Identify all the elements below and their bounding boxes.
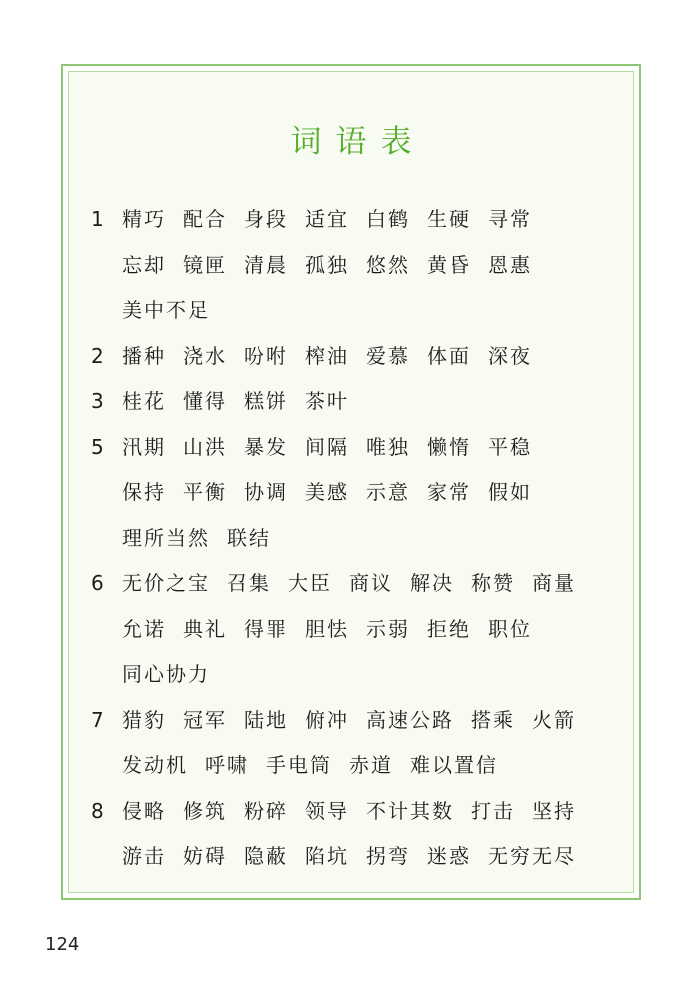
word-line (122, 207, 549, 231)
lesson-number: 6 (91, 571, 104, 595)
vocabulary-word: 打击 (471, 798, 515, 823)
vocabulary-word: 暴发 (244, 434, 288, 459)
vocabulary-word: 坚持 (532, 798, 576, 823)
vocabulary-word: 配合 (183, 207, 227, 231)
word-line (122, 253, 549, 277)
word-line (122, 571, 593, 595)
vocabulary-word: 无穷无尽 (488, 844, 576, 868)
word-line (122, 753, 515, 777)
vocabulary-panel (68, 71, 634, 893)
vocabulary-word: 手电筒 (266, 753, 332, 777)
word-line (122, 844, 593, 868)
vocabulary-frame (61, 64, 641, 900)
vocabulary-word: 修筑 (183, 798, 227, 823)
vocabulary-word: 陷坑 (305, 844, 349, 868)
vocabulary-word: 山洪 (183, 434, 227, 459)
vocabulary-word: 胆怯 (305, 616, 349, 641)
vocabulary-word: 领导 (305, 798, 349, 823)
vocabulary-word: 镜匣 (183, 252, 227, 277)
lesson-number: 8 (91, 798, 104, 823)
vocabulary-word: 清晨 (244, 252, 288, 277)
vocabulary-word: 称赞 (471, 571, 515, 595)
vocabulary-word: 生硬 (427, 207, 471, 231)
vocabulary-word: 深夜 (488, 343, 532, 368)
word-line (122, 435, 549, 459)
vocabulary-word: 赤道 (349, 753, 393, 777)
vocabulary-word: 播种 (122, 343, 166, 368)
word-line (122, 344, 549, 368)
vocabulary-word: 平稳 (488, 434, 532, 459)
vocabulary-word: 白鹤 (366, 207, 410, 231)
page-title: 词语表 (290, 124, 426, 160)
word-line (122, 662, 227, 686)
vocabulary-word: 孤独 (305, 252, 349, 277)
vocabulary-word: 拐弯 (366, 844, 410, 868)
vocabulary-word: 迷惑 (427, 844, 471, 868)
word-line (122, 389, 366, 413)
vocabulary-word: 同心协力 (122, 662, 210, 686)
vocabulary-word: 美中不足 (122, 298, 210, 322)
vocabulary-word: 商量 (532, 571, 576, 595)
vocabulary-word: 召集 (227, 571, 271, 595)
vocabulary-word: 懒惰 (427, 434, 471, 459)
vocabulary-word: 平衡 (183, 480, 227, 504)
vocabulary-word: 茶叶 (305, 389, 349, 413)
vocabulary-word: 侵略 (122, 798, 166, 823)
word-line (122, 298, 227, 322)
vocabulary-word: 难以置信 (410, 753, 498, 777)
vocabulary-word: 大臣 (288, 571, 332, 595)
vocabulary-word: 黄昏 (427, 252, 471, 277)
vocabulary-word: 猎豹 (122, 707, 166, 732)
vocabulary-word: 桂花 (122, 389, 166, 413)
lesson-number: 1 (91, 207, 104, 231)
vocabulary-word: 高速公路 (366, 707, 454, 732)
vocabulary-word: 不计其数 (366, 798, 454, 823)
vocabulary-word: 浇水 (183, 343, 227, 368)
vocabulary-word: 恩惠 (488, 252, 532, 277)
vocabulary-word: 得罪 (244, 616, 288, 641)
vocabulary-word: 允诺 (122, 616, 166, 641)
vocabulary-word: 理所当然 (122, 525, 210, 550)
vocabulary-word: 爱慕 (366, 343, 410, 368)
vocabulary-word: 忘却 (122, 252, 166, 277)
vocabulary-word: 吩咐 (244, 343, 288, 368)
vocabulary-word: 示意 (366, 480, 410, 504)
vocabulary-word: 游击 (122, 844, 166, 868)
vocabulary-word: 妨碍 (183, 844, 227, 868)
vocabulary-word: 职位 (488, 616, 532, 641)
lesson-number: 7 (91, 707, 104, 732)
vocabulary-word: 保持 (122, 480, 166, 504)
vocabulary-word: 协调 (244, 480, 288, 504)
vocabulary-word: 冠军 (183, 707, 227, 732)
vocabulary-word: 呼啸 (205, 753, 249, 777)
vocabulary-word: 粉碎 (244, 798, 288, 823)
vocabulary-word: 联结 (227, 525, 271, 550)
lesson-number: 5 (91, 434, 104, 459)
lesson-number: 2 (91, 343, 104, 368)
vocabulary-word: 解决 (410, 571, 454, 595)
vocabulary-word: 示弱 (366, 616, 410, 641)
vocabulary-word: 家常 (427, 480, 471, 504)
page-number: 124 (45, 934, 80, 955)
lesson-number: 3 (91, 389, 104, 413)
vocabulary-word: 间隔 (305, 434, 349, 459)
vocabulary-word: 身段 (244, 207, 288, 231)
vocabulary-word: 搭乘 (471, 707, 515, 732)
vocabulary-word: 陆地 (244, 707, 288, 732)
vocabulary-word: 拒绝 (427, 616, 471, 641)
vocabulary-word: 汛期 (122, 434, 166, 459)
vocabulary-word: 火箭 (532, 707, 576, 732)
vocabulary-word: 悠然 (366, 252, 410, 277)
vocabulary-word: 唯独 (366, 434, 410, 459)
word-line (122, 708, 593, 732)
vocabulary-word: 懂得 (183, 389, 227, 413)
word-line (122, 480, 549, 504)
vocabulary-word: 糕饼 (244, 389, 288, 413)
vocabulary-word: 榨油 (305, 343, 349, 368)
vocabulary-word: 体面 (427, 343, 471, 368)
vocabulary-word: 适宜 (305, 207, 349, 231)
vocabulary-word: 假如 (488, 480, 532, 504)
vocabulary-word: 俯冲 (305, 707, 349, 732)
vocabulary-word: 精巧 (122, 207, 166, 231)
vocabulary-word: 发动机 (122, 753, 188, 777)
word-line (122, 617, 549, 641)
vocabulary-word: 典礼 (183, 616, 227, 641)
vocabulary-word: 美感 (305, 480, 349, 504)
word-line (122, 799, 593, 823)
vocabulary-word: 商议 (349, 571, 393, 595)
word-line (122, 526, 288, 550)
vocabulary-word: 隐蔽 (244, 844, 288, 868)
vocabulary-word: 无价之宝 (122, 571, 210, 595)
vocabulary-word: 寻常 (488, 207, 532, 231)
